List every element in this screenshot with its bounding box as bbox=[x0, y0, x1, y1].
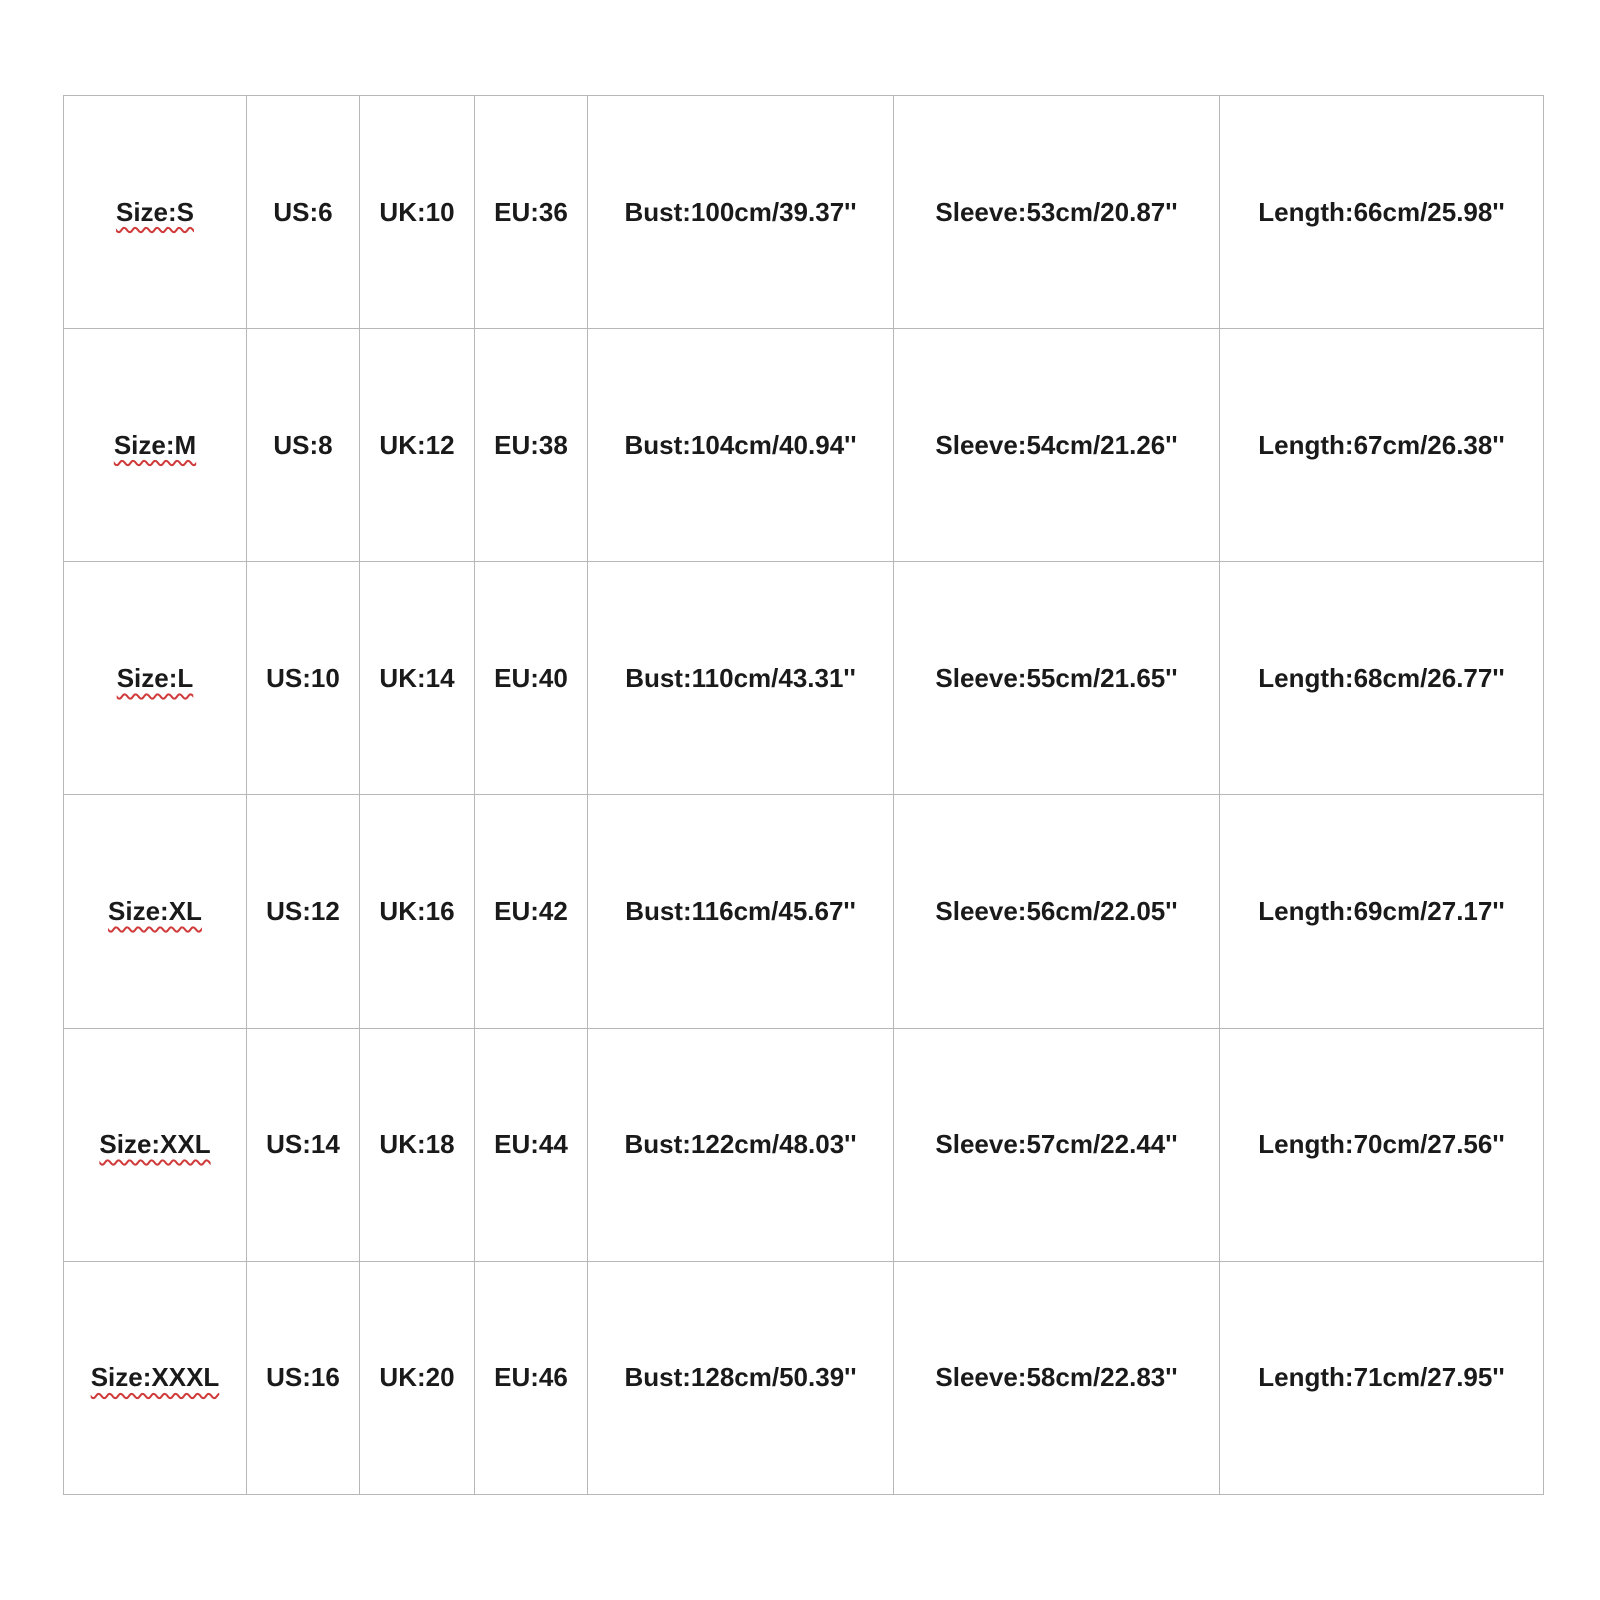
table-row bbox=[64, 329, 1544, 562]
eu-size-cell: EU:36 bbox=[475, 96, 588, 329]
uk-size-cell: UK:18 bbox=[360, 1028, 475, 1261]
us-size-cell: US:10 bbox=[247, 562, 360, 795]
uk-size-cell: UK:10 bbox=[360, 96, 475, 329]
us-size-cell: US:6 bbox=[247, 96, 360, 329]
uk-size-cell: UK:20 bbox=[360, 1261, 475, 1494]
eu-size-cell: EU:44 bbox=[475, 1028, 588, 1261]
size-chart-table bbox=[63, 95, 1544, 1495]
uk-size-cell: UK:16 bbox=[360, 795, 475, 1028]
length-cell: Length:69cm/27.17'' bbox=[1220, 795, 1544, 1028]
eu-size-cell: EU:42 bbox=[475, 795, 588, 1028]
bust-cell: Bust:100cm/39.37'' bbox=[588, 96, 894, 329]
size-cell bbox=[64, 1261, 247, 1494]
size-cell bbox=[64, 562, 247, 795]
sleeve-cell: Sleeve:58cm/22.83'' bbox=[894, 1261, 1220, 1494]
size-label: Size:L bbox=[116, 662, 194, 693]
uk-size-cell: UK:14 bbox=[360, 562, 475, 795]
size-label: Size:XXL bbox=[99, 1129, 211, 1160]
size-label: Size:XL bbox=[108, 896, 202, 927]
length-cell: Length:71cm/27.95'' bbox=[1220, 1261, 1544, 1494]
table-row bbox=[64, 1261, 1544, 1494]
length-cell: Length:70cm/27.56'' bbox=[1220, 1028, 1544, 1261]
size-cell bbox=[64, 96, 247, 329]
bust-cell: Bust:128cm/50.39'' bbox=[588, 1261, 894, 1494]
length-cell: Length:67cm/26.38'' bbox=[1220, 329, 1544, 562]
table-row bbox=[64, 562, 1544, 795]
eu-size-cell: EU:40 bbox=[475, 562, 588, 795]
bust-cell: Bust:104cm/40.94'' bbox=[588, 329, 894, 562]
sleeve-cell: Sleeve:54cm/21.26'' bbox=[894, 329, 1220, 562]
us-size-cell: US:14 bbox=[247, 1028, 360, 1261]
us-size-cell: US:8 bbox=[247, 329, 360, 562]
sleeve-cell: Sleeve:56cm/22.05'' bbox=[894, 795, 1220, 1028]
table-row bbox=[64, 795, 1544, 1028]
size-cell bbox=[64, 795, 247, 1028]
us-size-cell: US:12 bbox=[247, 795, 360, 1028]
sleeve-cell: Sleeve:57cm/22.44'' bbox=[894, 1028, 1220, 1261]
eu-size-cell: EU:38 bbox=[475, 329, 588, 562]
sleeve-cell: Sleeve:53cm/20.87'' bbox=[894, 96, 1220, 329]
uk-size-cell: UK:12 bbox=[360, 329, 475, 562]
eu-size-cell: EU:46 bbox=[475, 1261, 588, 1494]
size-cell bbox=[64, 329, 247, 562]
us-size-cell: US:16 bbox=[247, 1261, 360, 1494]
bust-cell: Bust:110cm/43.31'' bbox=[588, 562, 894, 795]
length-cell: Length:68cm/26.77'' bbox=[1220, 562, 1544, 795]
bust-cell: Bust:116cm/45.67'' bbox=[588, 795, 894, 1028]
table-row bbox=[64, 1028, 1544, 1261]
size-label: Size:S bbox=[115, 196, 195, 227]
size-label: Size:XXXL bbox=[90, 1362, 220, 1393]
size-cell bbox=[64, 1028, 247, 1261]
sleeve-cell: Sleeve:55cm/21.65'' bbox=[894, 562, 1220, 795]
bust-cell: Bust:122cm/48.03'' bbox=[588, 1028, 894, 1261]
table-row bbox=[64, 96, 1544, 329]
size-label: Size:M bbox=[113, 429, 197, 460]
length-cell: Length:66cm/25.98'' bbox=[1220, 96, 1544, 329]
